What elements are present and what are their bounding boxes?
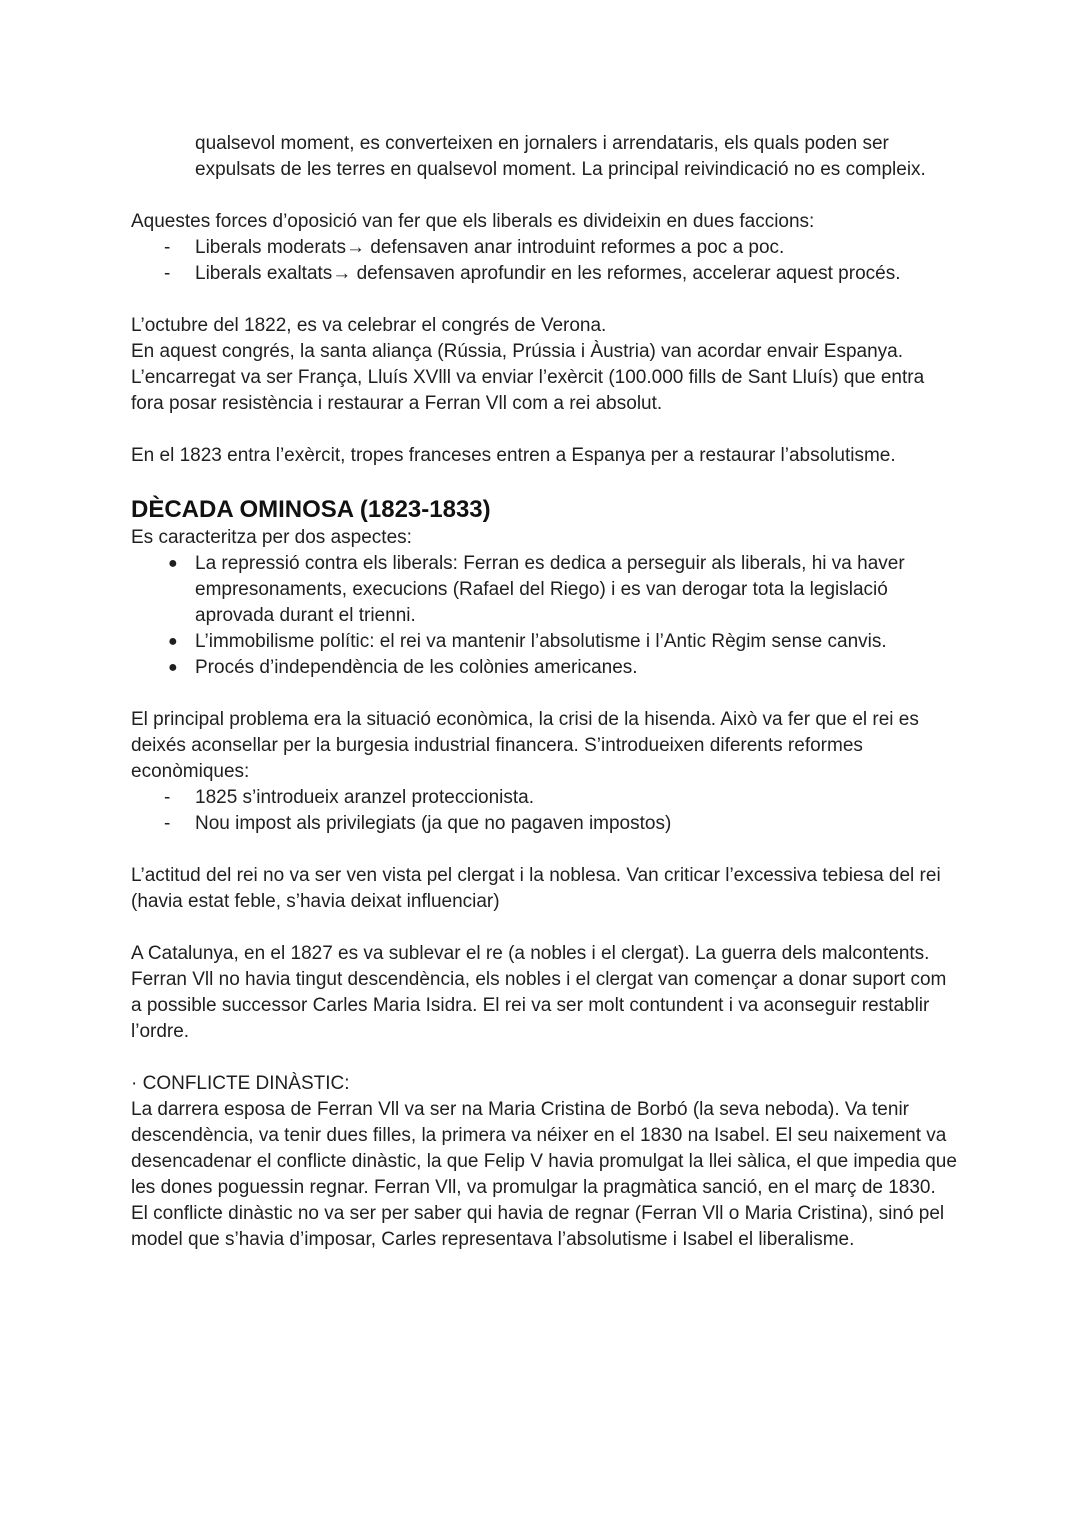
- dash-marker: -: [164, 787, 171, 808]
- document-page: [131, 131, 961, 1253]
- list-item: - 1825 s’introdueix aranzel proteccionista.: [131, 785, 961, 811]
- verona-paragraph-2: En aquest congrés, la santa aliança (Rússia, Prússia i Àustria) van acordar envair Espanya. L’encarregat va ser França, Lluís XVlll va enviar l’exèrcit (100.000 fills de Sant Lluís) que entra fora posar resistència i restaurar a Ferran Vll com a rei absolut.: [131, 341, 925, 414]
- spacer: [131, 681, 961, 707]
- dash-marker: -: [164, 263, 171, 284]
- list-item: - Nou impost als privilegiats (ja que no pagaven impostos): [131, 811, 961, 837]
- conflict-paragraph-1: La darrera esposa de Ferran Vll va ser na Maria Cristina de Borbó (la seva neboda). Va tenir descendència, va tenir dues filles, la primera va néixer en el 1830 na Isabel. El seu naixement va desencadenar el conflicte dinàstic, la que Felip V havia promulgat la llei sàlica, el que impedia que les dones poguessin regnar. Ferran Vll, va promulgar la pragmàtica sanció, en el març de 1830.: [131, 1099, 957, 1198]
- list-item: - Liberals exaltats→ defensaven aprofundir en les reformes, accelerar aquest procés.: [131, 261, 961, 287]
- list-item: ● La repressió contra els liberals: Ferran es dedica a perseguir als liberals, hi va haver empresonaments, execucions (Rafael del Riego) i es van derogar tota la legislació aprovada durant el trienni.: [168, 553, 905, 626]
- section-title: DÈCADA OMINOSA (1823-1833): [131, 496, 491, 523]
- verona-paragraph-1: L’octubre del 1822, es va celebrar el congrés de Verona.: [131, 315, 607, 336]
- army-1823-paragraph: En el 1823 entra l’exèrcit, tropes franceses entren a Espanya per a restaurar l’absolutisme.: [131, 445, 896, 466]
- decada-bullets: [131, 551, 961, 681]
- spacer: [131, 469, 961, 489]
- bullet-marker: ●: [168, 555, 178, 572]
- factions-list: [131, 235, 961, 287]
- dash-marker: -: [164, 813, 171, 834]
- economy-paragraph: El principal problema era la situació econòmica, la crisi de la hisenda. Això va fer que el rei es deixés aconsellar per la burgesia industrial financera. S’introdueixen diferents reformes econòmiques:: [131, 709, 919, 782]
- spacer: [131, 837, 961, 863]
- bullet-marker: ●: [168, 659, 178, 676]
- list-item: ● Procés d’independència de les colònies americanes.: [131, 655, 961, 681]
- spacer: [131, 287, 961, 313]
- factions-intro: Aquestes forces d’oposició van fer que els liberals es divideixin en dues faccions:: [131, 211, 815, 232]
- spacer: [131, 915, 961, 941]
- conflict-heading: · CONFLICTE DINÀSTIC:: [131, 1073, 350, 1094]
- attitude-paragraph: L’actitud del rei no va ser ven vista pel clergat i la noblesa. Van criticar l’excessiva tebiesa del rei (havia estat feble, s’havia deixat influenciar): [131, 865, 941, 912]
- spacer: [131, 183, 961, 209]
- bullet-marker: ●: [168, 633, 178, 650]
- intro-continuation: qualsevol moment, es converteixen en jornalers i arrendataris, els quals poden ser expulsats de les terres en qualsevol moment. La principal reivindicació no es compleix.: [195, 133, 926, 180]
- spacer: [131, 417, 961, 443]
- decada-intro: Es caracteritza per dos aspectes:: [131, 527, 412, 548]
- conflict-paragraph-2: El conflicte dinàstic no va ser per saber qui havia de regnar (Ferran Vll o Maria Cristina), sinó pel model que s’havia d’imposar, Carles representava l’absolutisme i Isabel el liberalisme.: [131, 1203, 945, 1250]
- list-item: ● L’immobilisme polític: el rei va mantenir l’absolutisme i l’Antic Règim sense canvis.: [131, 629, 961, 655]
- list-item: - Liberals moderats→ defensaven anar introduint reformes a poc a poc.: [131, 235, 961, 261]
- economy-list: [131, 785, 961, 837]
- spacer: [131, 1045, 961, 1071]
- catalonia-paragraph-1: A Catalunya, en el 1827 es va sublevar el re (a nobles i el clergat). La guerra dels malcontents.: [131, 943, 930, 964]
- dash-marker: -: [164, 237, 171, 258]
- catalonia-paragraph-2: Ferran Vll no havia tingut descendència, els nobles i el clergat van començar a donar suport com a possible successor Carles Maria Isidra. El rei va ser molt contundent i va aconseguir restablir l’ordre.: [131, 969, 947, 1042]
